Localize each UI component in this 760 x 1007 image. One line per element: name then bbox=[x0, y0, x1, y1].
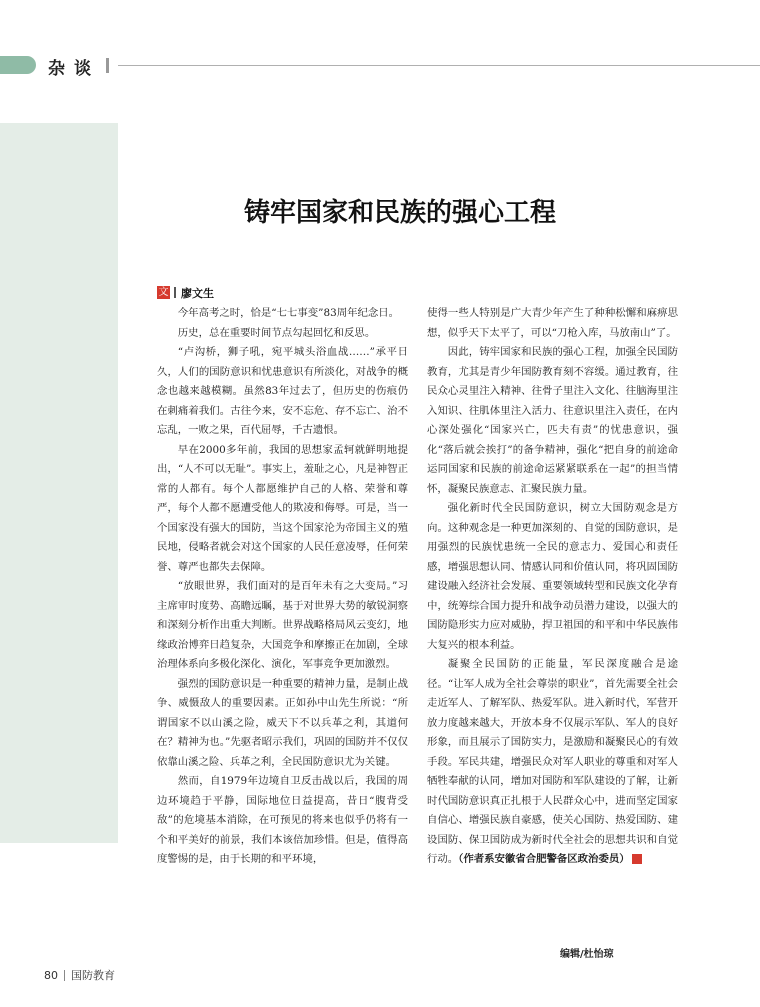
paragraph: 今年高考之时，恰是“七七事变”83周年纪念日。 bbox=[177, 307, 400, 319]
page-number: 80 bbox=[44, 968, 58, 982]
author-name: 廖文生 bbox=[181, 286, 214, 300]
article-title: 铸牢国家和民族的强心工程 bbox=[243, 198, 556, 228]
decorative-side-panel bbox=[0, 123, 118, 843]
final-paragraph bbox=[427, 655, 678, 870]
header-rule bbox=[118, 65, 760, 66]
byline-mark: 文 bbox=[158, 287, 169, 298]
paragraph: “卢沟桥，狮子吼，宛平城头浴血战……”承平日久，人们的国防意识和忧患意识有所淡化，对战争的概念也越来越模糊。虽然83年过去了，但历史的伤痕仍在刺痛着我们。古往今来，安不忘危、存不忘亡、治不忘乱，一败之果，百代屈辱，千古遗恨。 bbox=[157, 346, 408, 436]
paragraph: 强化新时代全民国防意识，树立大国防观念是方向。这种观念是一种更加深刻的、自觉的国防意识，是用强烈的民族忧患统一全民的意志力、爱国心和责任感，增强思想认同、情感认同和价值认同，将巩固国防建设融入经济社会发展、重要领域转型和民族文化孕育中，统筹综合国力提升和战争动员潜力建设，以强大的国防隐形实力应对威胁，捍卫祖国的和平和中华民族伟大复兴的根本利益。 bbox=[427, 502, 678, 651]
section-separator bbox=[106, 58, 109, 73]
paragraph: “放眼世界，我们面对的是百年未有之大变局。”习主席审时度势、高瞻远瞩，基于对世界大势的敏锐洞察和深刻分析作出重大判断。世界战略格局风云变幻，地缘政治博弈日趋复杂，大国竞争和摩擦正在加剧，全球治理体系向多极化深化、演化，军事竞争更加激烈。 bbox=[157, 580, 408, 670]
article-column-right bbox=[427, 304, 678, 870]
article-column-left bbox=[157, 304, 408, 870]
end-mark: G bbox=[632, 854, 642, 864]
section-tab-marker bbox=[0, 56, 36, 74]
byline bbox=[157, 285, 214, 300]
author-signature: （作者系安徽省合肥警备区政治委员） bbox=[458, 853, 630, 865]
magazine-name: 国防教育 bbox=[71, 969, 115, 982]
paragraph-text: 凝聚全民国防的正能量，军民深度融合是途径。“让军人成为全社会尊崇的职业”，首先需要全社会走近军人、了解军队、热爱军队。进入新时代，军营开放力度越来越大，开放本身不仅展示军队、军人的良好形象，而且展示了国防实力，是激励和凝聚民心的有效手段。军民共建，增强民众对军人职业的尊重和对军人牺牲奉献的认同，增加对国防和军队建设的了解，让新时代国防意识真正扎根于人民群众心中，进而坚定国家自信心、增强民族自豪感，使关心国防、热爱国防、建设国防、保卫国防成为新时代全社会的思想共识和自觉行动。 bbox=[427, 658, 678, 865]
paragraph: 然而，自1979年边境自卫反击战以后，我国的周边环境趋于平静，国际地位日益提高，昔日“腹背受敌”的危境基本消除，在可预见的将来也似乎仍将有一个和平美好的前景，我们本该倍加珍惜。但是，值得高度警惕的是，由于长期的和平环境， bbox=[157, 775, 408, 865]
section-label: 杂谈 bbox=[48, 59, 100, 79]
paragraph: 强烈的国防意识是一种重要的精神力量，是制止战争、威慑敌人的重要因素。正如孙中山先生所说：“所谓国家不以山溪之险，威天下不以兵革之利，其道何在？精神为也。”先驱者昭示我们，巩固的国防并不仅仅依靠山溪之险、兵革之利，全民国防意识尤为关键。 bbox=[157, 677, 408, 768]
editor-credit: 编辑/杜怡琼 bbox=[560, 949, 614, 960]
page-footer bbox=[44, 967, 115, 983]
paragraph: 历史，总在重要时间节点勾起回忆和反思。 bbox=[177, 326, 376, 339]
paragraph-continuation: 使得一些人特别是广大青少年产生了种种松懈和麻痹思想，似乎天下太平了，可以“刀枪入库，马放南山”了。 bbox=[427, 307, 678, 339]
paragraph: 早在2000多年前，我国的思想家孟轲就鲜明地提出，“人不可以无耻”。事实上，羞耻之心，凡是神智正常的人都有。每个人都愿维护自己的人格、荣誉和尊严，每个人都不愿遭受他人的欺凌和侮辱。可是，当一个国家没有强大的国防，当这个国家沦为帝国主义的殖民地，侵略者就会对这个国家的人民任意凌辱，任何荣誉、尊严也都失去保障。 bbox=[157, 443, 408, 573]
paragraph: 因此，铸牢国家和民族的强心工程，加强全民国防教育，尤其是青少年国防教育刻不容缓。通过教育，往民众心灵里注入精神、往骨子里注入文化、往脑海里注入知识、往肌体里注入活力、往意识里注入责任，在内心深处强化“国家兴亡，匹夫有责”的忧患意识，强化“落后就会挨打”的备争精神，强化“把自身的前途命运同国家和民族的前途命运紧紧联系在一起”的担当情怀，凝聚民族意志、汇聚民族力量。 bbox=[427, 346, 678, 495]
byline-separator bbox=[174, 287, 176, 298]
footer-separator bbox=[64, 970, 65, 981]
